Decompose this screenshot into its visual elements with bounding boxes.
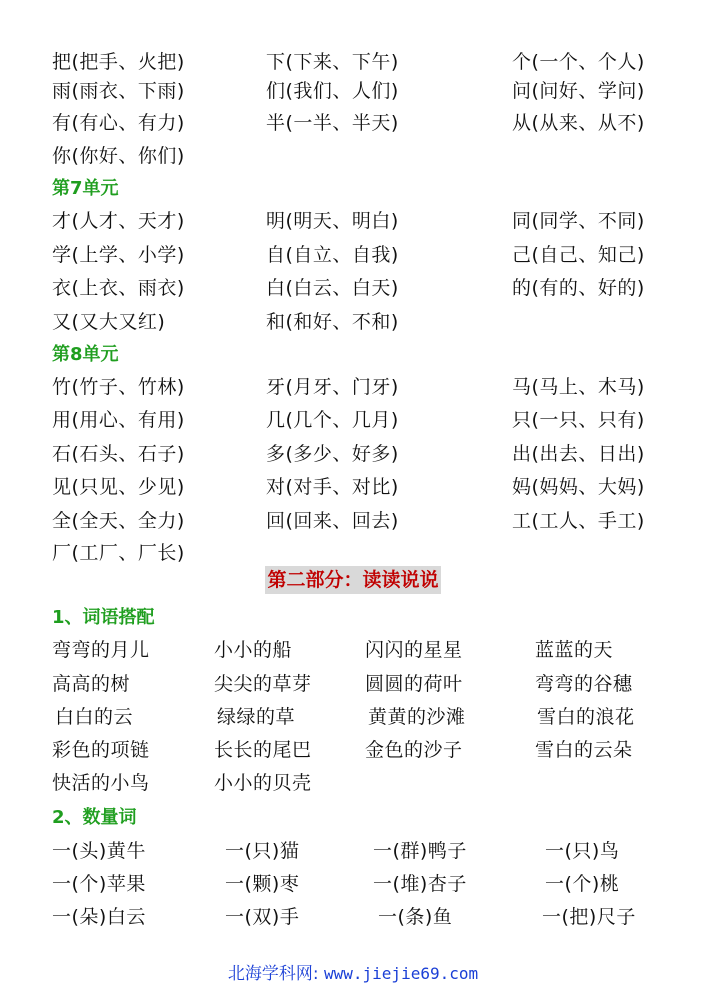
char-entry: 几(几个、几月) <box>266 409 399 431</box>
phrase-row <box>0 670 706 703</box>
char-row <box>0 274 706 307</box>
phrase: 弯弯的谷穗 <box>535 673 633 695</box>
phrase: 雪白的浪花 <box>537 706 635 728</box>
char-entry: 石(石头、石子) <box>52 443 185 465</box>
char-entry: 们(我们、人们) <box>266 80 399 102</box>
char-entry: 把(把手、火把) <box>52 51 185 73</box>
quantifier: 一(颗)枣 <box>225 873 300 895</box>
char-row <box>0 142 706 175</box>
quantifier: 一(只)猫 <box>225 840 300 862</box>
char-entry: 工(工人、手工) <box>512 510 645 532</box>
char-entry: 见(只见、少见) <box>52 476 185 498</box>
char-row <box>0 406 706 439</box>
footer <box>0 962 706 986</box>
char-entry: 有(有心、有力) <box>52 112 185 134</box>
quantifier-row <box>0 870 706 903</box>
char-entry: 只(一只、只有) <box>512 409 645 431</box>
quantifier: 一(堆)杏子 <box>373 873 467 895</box>
char-entry: 对(对手、对比) <box>266 476 399 498</box>
char-row <box>0 109 706 142</box>
quantifier: 一(朵)白云 <box>52 906 146 928</box>
quantifier: 一(群)鸭子 <box>373 840 467 862</box>
char-row <box>0 241 706 274</box>
char-entry: 多(多少、好多) <box>266 443 399 465</box>
phrase-row <box>0 636 706 669</box>
char-entry: 白(白云、白天) <box>266 277 399 299</box>
phrase: 黄黄的沙滩 <box>368 706 466 728</box>
char-entry: 才(人才、天才) <box>52 210 185 232</box>
phrase: 小小的船 <box>214 639 293 661</box>
unit7-heading: 第7单元 <box>52 178 119 199</box>
char-entry: 出(出去、日出) <box>512 443 645 465</box>
phrase: 闪闪的星星 <box>365 639 463 661</box>
section1-heading: 1、词语搭配 <box>52 607 155 628</box>
quantifier: 一(只)鸟 <box>545 840 620 862</box>
phrase: 金色的沙子 <box>365 739 463 761</box>
footer-label: 北海学科网: <box>227 964 319 984</box>
char-entry: 用(用心、有用) <box>52 409 185 431</box>
char-entry: 从(从来、从不) <box>512 112 645 134</box>
quantifier: 一(条)鱼 <box>378 906 453 928</box>
quantifier: 一(头)黄牛 <box>52 840 146 862</box>
char-entry: 衣(上衣、雨衣) <box>52 277 185 299</box>
char-entry: 自(自立、自我) <box>266 244 399 266</box>
char-entry: 厂(工厂、厂长) <box>52 542 185 564</box>
phrase: 快活的小鸟 <box>52 772 150 794</box>
phrase: 高高的树 <box>52 673 131 695</box>
phrase-row <box>0 703 706 736</box>
quantifier-row <box>0 903 706 936</box>
phrase-row <box>0 769 706 802</box>
quantifier: 一(双)手 <box>225 906 300 928</box>
char-entry: 己(自己、知己) <box>512 244 645 266</box>
char-row <box>0 473 706 506</box>
char-entry: 的(有的、好的) <box>512 277 645 299</box>
quantifier: 一(个)苹果 <box>52 873 146 895</box>
part2-title <box>0 566 706 594</box>
char-entry: 和(和好、不和) <box>266 311 399 333</box>
char-entry: 个(一个、个人) <box>512 51 645 73</box>
char-row <box>0 373 706 406</box>
quantifier: 一(个)桃 <box>545 873 620 895</box>
char-entry: 回(回来、回去) <box>266 510 399 532</box>
char-row <box>0 207 706 240</box>
char-entry: 妈(妈妈、大妈) <box>512 476 645 498</box>
char-entry: 雨(雨衣、下雨) <box>52 80 185 102</box>
char-entry: 学(上学、小学) <box>52 244 185 266</box>
phrase: 蓝蓝的天 <box>535 639 614 661</box>
phrase: 弯弯的月儿 <box>52 639 150 661</box>
phrase: 圆圆的荷叶 <box>365 673 463 695</box>
char-row <box>0 77 706 110</box>
phrase: 尖尖的草芽 <box>214 673 312 695</box>
char-row <box>0 440 706 473</box>
char-entry: 牙(月牙、门牙) <box>266 376 399 398</box>
phrase: 绿绿的草 <box>217 706 296 728</box>
section2-heading: 2、数量词 <box>52 807 137 828</box>
phrase: 雪白的云朵 <box>535 739 633 761</box>
unit8-heading: 第8单元 <box>52 344 119 365</box>
quantifier-row <box>0 837 706 870</box>
char-entry: 下(下来、下午) <box>266 51 399 73</box>
char-entry: 半(一半、半天) <box>266 112 399 134</box>
phrase-row <box>0 736 706 769</box>
part2-title-text: 第二部分：读读说说 <box>265 566 440 594</box>
char-row <box>0 308 706 341</box>
char-entry: 你(你好、你们) <box>52 145 185 167</box>
char-row <box>0 507 706 540</box>
quantifier: 一(把)尺子 <box>542 906 636 928</box>
char-entry: 明(明天、明白) <box>266 210 399 232</box>
char-entry: 全(全天、全力) <box>52 510 185 532</box>
char-entry: 问(问好、学问) <box>512 80 645 102</box>
phrase: 长长的尾巴 <box>214 739 312 761</box>
char-entry: 马(马上、木马) <box>512 376 645 398</box>
footer-url-link[interactable]: www.jiejie69.com <box>324 964 479 983</box>
char-entry: 竹(竹子、竹林) <box>52 376 185 398</box>
phrase: 彩色的项链 <box>52 739 150 761</box>
phrase: 白白的云 <box>55 706 134 728</box>
phrase: 小小的贝壳 <box>214 772 312 794</box>
char-entry: 又(又大又红) <box>52 311 166 333</box>
char-entry: 同(同学、不同) <box>512 210 645 232</box>
